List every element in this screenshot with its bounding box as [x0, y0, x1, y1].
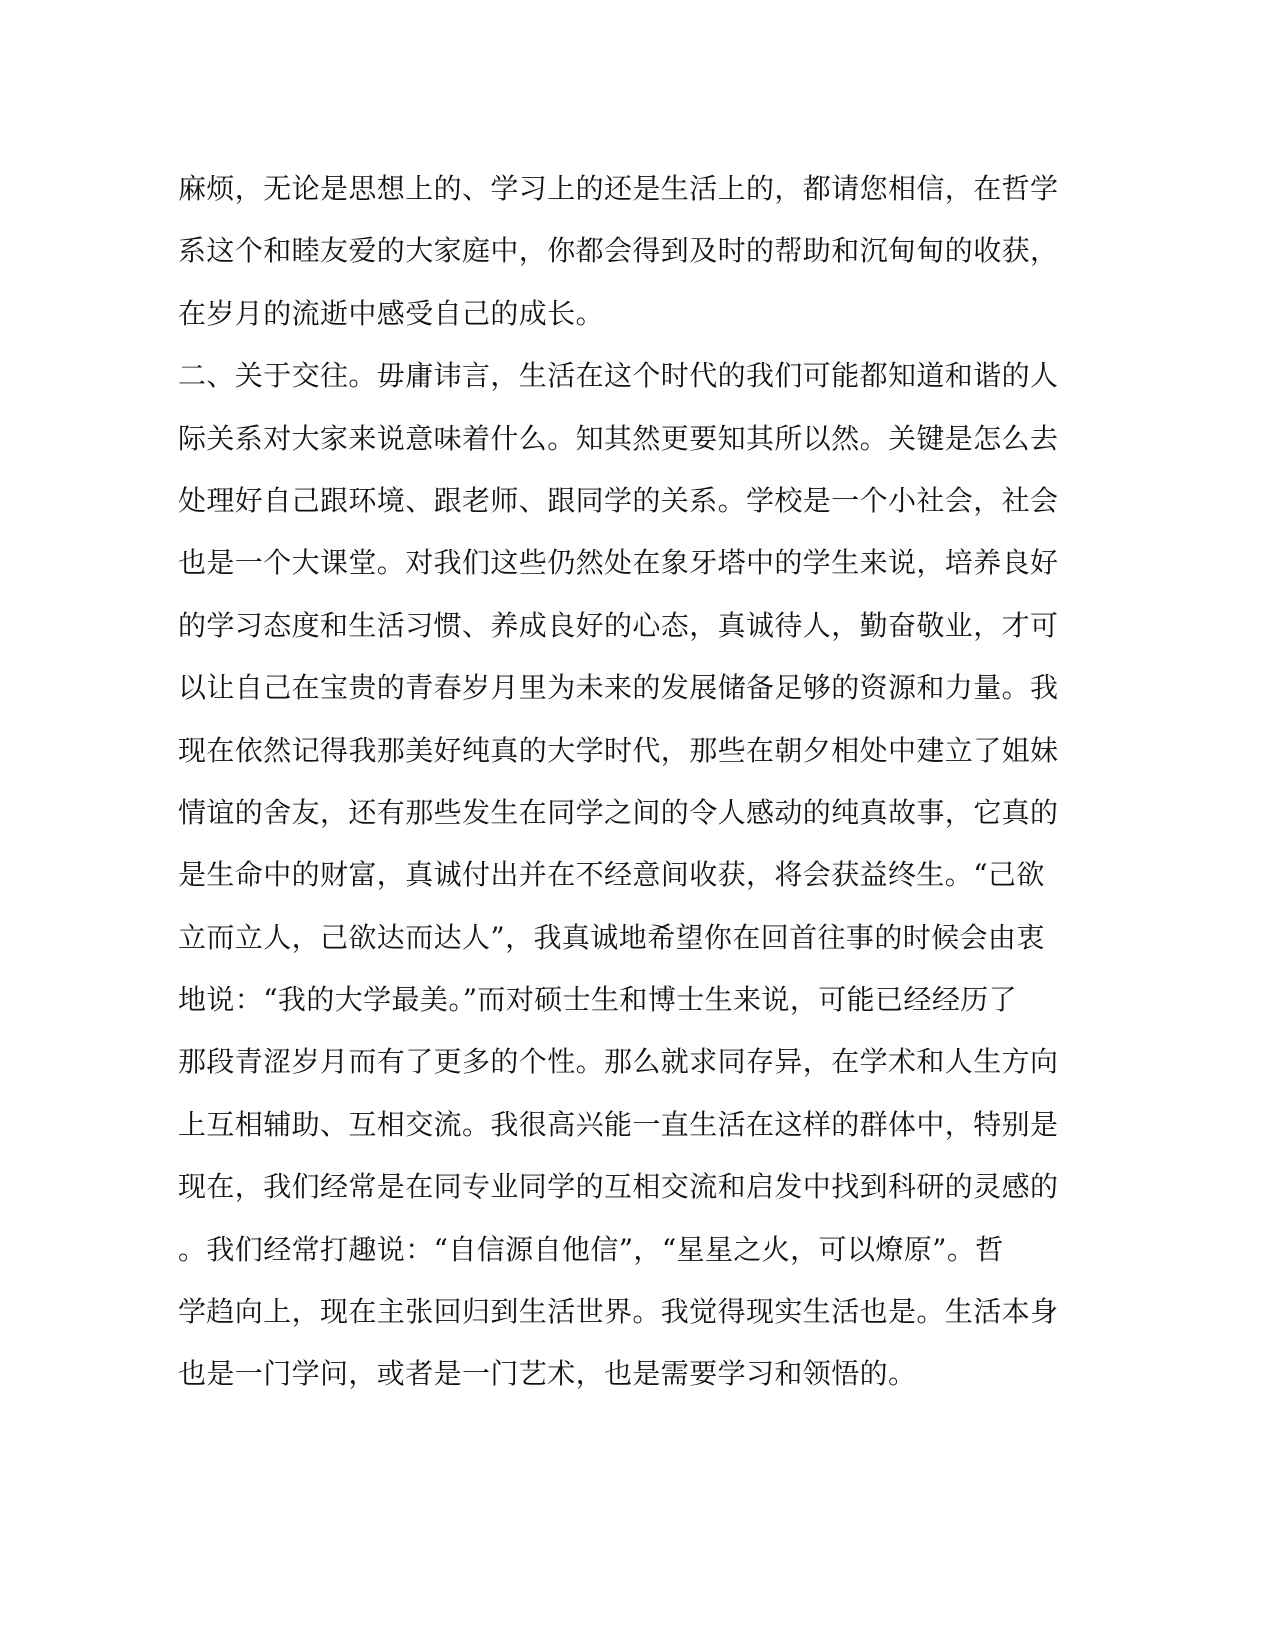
text-line: 在岁月的流逝中感受自己的成长。	[178, 296, 605, 330]
text-line: 现在依然记得我那美好纯真的大学时代，那些在朝夕相处中建立了姐妹	[178, 733, 1059, 767]
text-line: 也是一个大课堂。对我们这些仍然处在象牙塔中的学生来说，培养良好	[178, 546, 1059, 580]
text-line: 现在，我们经常是在同专业同学的互相交流和启发中找到科研的灵感的	[178, 1170, 1059, 1204]
text-line: 麻烦，无论是思想上的、学习上的还是生活上的，都请您相信，在哲学	[178, 172, 1059, 205]
text-line: 那段青涩岁月而有了更多的个性。那么就求同存异，在学术和人生方向	[178, 1045, 1059, 1079]
text-line: 际关系对大家来说意味着什么。知其然更要知其所以然。关键是怎么去	[178, 421, 1059, 455]
text-line: 情谊的舍友，还有那些发生在同学之间的令人感动的纯真故事，它真的	[178, 795, 1059, 829]
text-line: 二、关于交往。毋庸讳言，生活在这个时代的我们可能都知道和谐的人	[178, 359, 1059, 393]
text-line: 以让自己在宝贵的青春岁月里为未来的发展储备足够的资源和力量。我	[178, 671, 1059, 705]
text-line: 。我们经常打趣说：“自信源自他信”，“星星之火，可以燎原”。哲	[178, 1232, 1004, 1266]
text-line: 也是一门学问，或者是一门艺术，也是需要学习和领悟的。	[178, 1357, 917, 1391]
text-line: 上互相辅助、互相交流。我很高兴能一直生活在这样的群体中，特别是	[178, 1107, 1059, 1141]
text-line: 立而立人，己欲达而达人”，我真诚地希望你在回首往事的时候会由衷	[178, 920, 1045, 954]
text-line: 是生命中的财富，真诚付出并在不经意间收获，将会获益终生。“己欲	[178, 858, 1045, 892]
text-line: 地说：“我的大学最美。”而对硕士生和博士生来说，可能已经经历了	[178, 983, 1018, 1017]
body-text	[178, 158, 1059, 1406]
text-line: 系这个和睦友爱的大家庭中，你都会得到及时的帮助和沉甸甸的收获，	[178, 234, 1059, 268]
text-line: 处理好自己跟环境、跟老师、跟同学的关系。学校是一个小社会，社会	[178, 483, 1059, 517]
text-line: 学趋向上，现在主张回归到生活世界。我觉得现实生活也是。生活本身	[178, 1295, 1059, 1329]
text-line: 的学习态度和生活习惯、养成良好的心态，真诚待人，勤奋敬业，才可	[178, 608, 1059, 642]
